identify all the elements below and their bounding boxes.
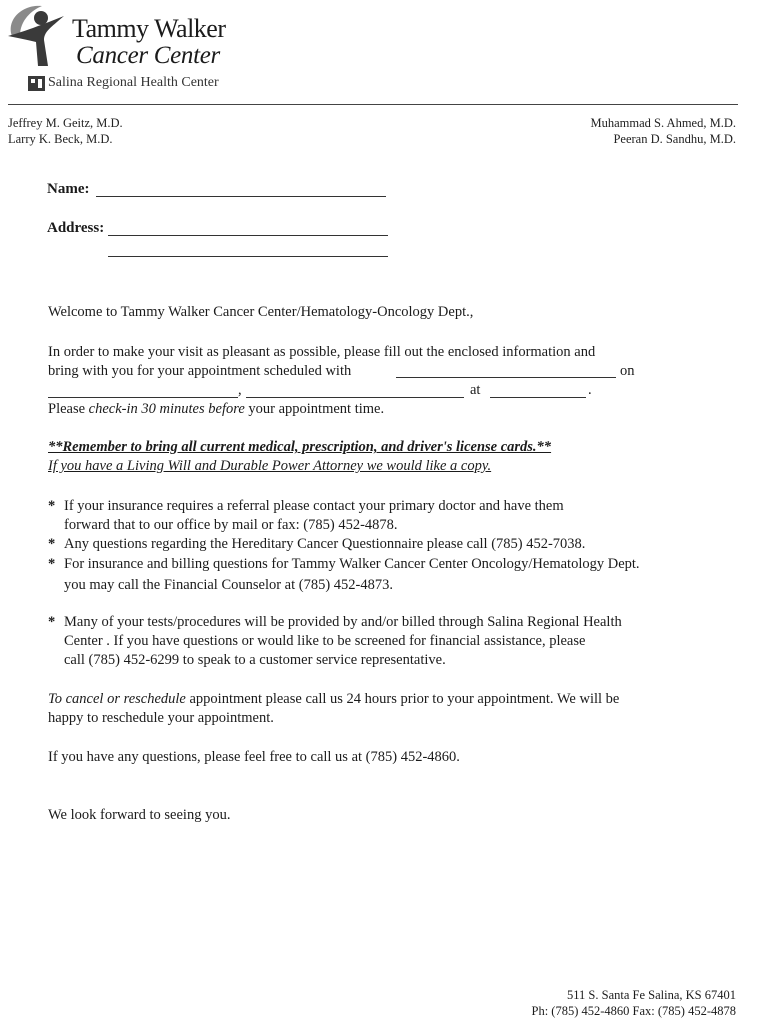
name-label: Name: (47, 181, 90, 197)
on-text: on (620, 363, 635, 379)
header-divider (8, 104, 738, 105)
address-field-line1[interactable] (108, 235, 388, 236)
hospital-logo-icon (28, 76, 45, 91)
address-label: Address: (47, 220, 105, 236)
doctor-name: Jeffrey M. Geitz, M.D. (8, 116, 123, 130)
reminder-living-will-text: If you have a Living Will and Durable Power Attorney we would like a copy. (48, 458, 492, 474)
reminder-cards-text: **Remember to bring all current medical, prescription, and driver's license cards.** (48, 439, 552, 455)
name-field[interactable] (96, 196, 386, 197)
intro-text-line2: bring with you for your appointment scheduled with (48, 363, 352, 379)
list-item: * If your insurance requires a referral please contact your primary doctor and have them forward that to our office by mail or fax: (785) 452-4878. (48, 498, 564, 533)
logo-subtitle: Cancer Center (76, 42, 220, 69)
appointment-doctor-field[interactable] (396, 377, 616, 378)
logo-figure-icon (4, 2, 76, 68)
footer-phone: Ph: (785) 452-4860 Fax: (785) 452-4878 (531, 1004, 736, 1018)
logo-hospital-name: Salina Regional Health Center (48, 75, 219, 90)
period-text: . (588, 382, 592, 398)
appointment-day-field[interactable] (48, 397, 238, 398)
footer-address: 511 S. Santa Fe Salina, KS 67401 (567, 988, 736, 1002)
cancel-text: To cancel or reschedule appointment please call us 24 hours prior to your appointment. We will be (48, 691, 620, 707)
list-item: * For insurance and billing questions for Tammy Walker Cancer Center Oncology/Hematology Dept. you may call the Financial Counselor at (785) 452-4873. (48, 556, 640, 593)
closing-text: We look forward to seeing you. (48, 807, 231, 823)
doctor-name: Peeran D. Sandhu, M.D. (613, 132, 736, 146)
logo-title: Tammy Walker (72, 14, 226, 43)
address-field-line2[interactable] (108, 256, 388, 257)
at-text: at (470, 382, 481, 398)
questions-text: If you have any questions, please feel free to call us at (785) 452-4860. (48, 749, 460, 765)
doctor-name: Muhammad S. Ahmed, M.D. (590, 116, 736, 130)
list-item: * Any questions regarding the Hereditary Cancer Questionnaire please call (785) 452-7038. (48, 536, 586, 552)
comma-text: , (238, 382, 242, 398)
doctor-name: Larry K. Beck, M.D. (8, 132, 113, 146)
checkin-text: Please check-in 30 minutes before your appointment time. (48, 401, 385, 417)
intro-text-line1: In order to make your visit as pleasant as possible, please fill out the enclosed information and (48, 344, 596, 360)
cancel-text-line2: happy to reschedule your appointment. (48, 710, 274, 726)
welcome-text: Welcome to Tammy Walker Cancer Center/Hematology-Oncology Dept., (48, 304, 474, 320)
appointment-time-field[interactable] (490, 397, 586, 398)
list-item: * Many of your tests/procedures will be provided by and/or billed through Salina Regional Health Center . If you have questions or would like to be screened for financial assistance, please call (785) 452-6299 to speak to a customer service representative. (48, 614, 622, 668)
appointment-date-field[interactable] (246, 397, 464, 398)
